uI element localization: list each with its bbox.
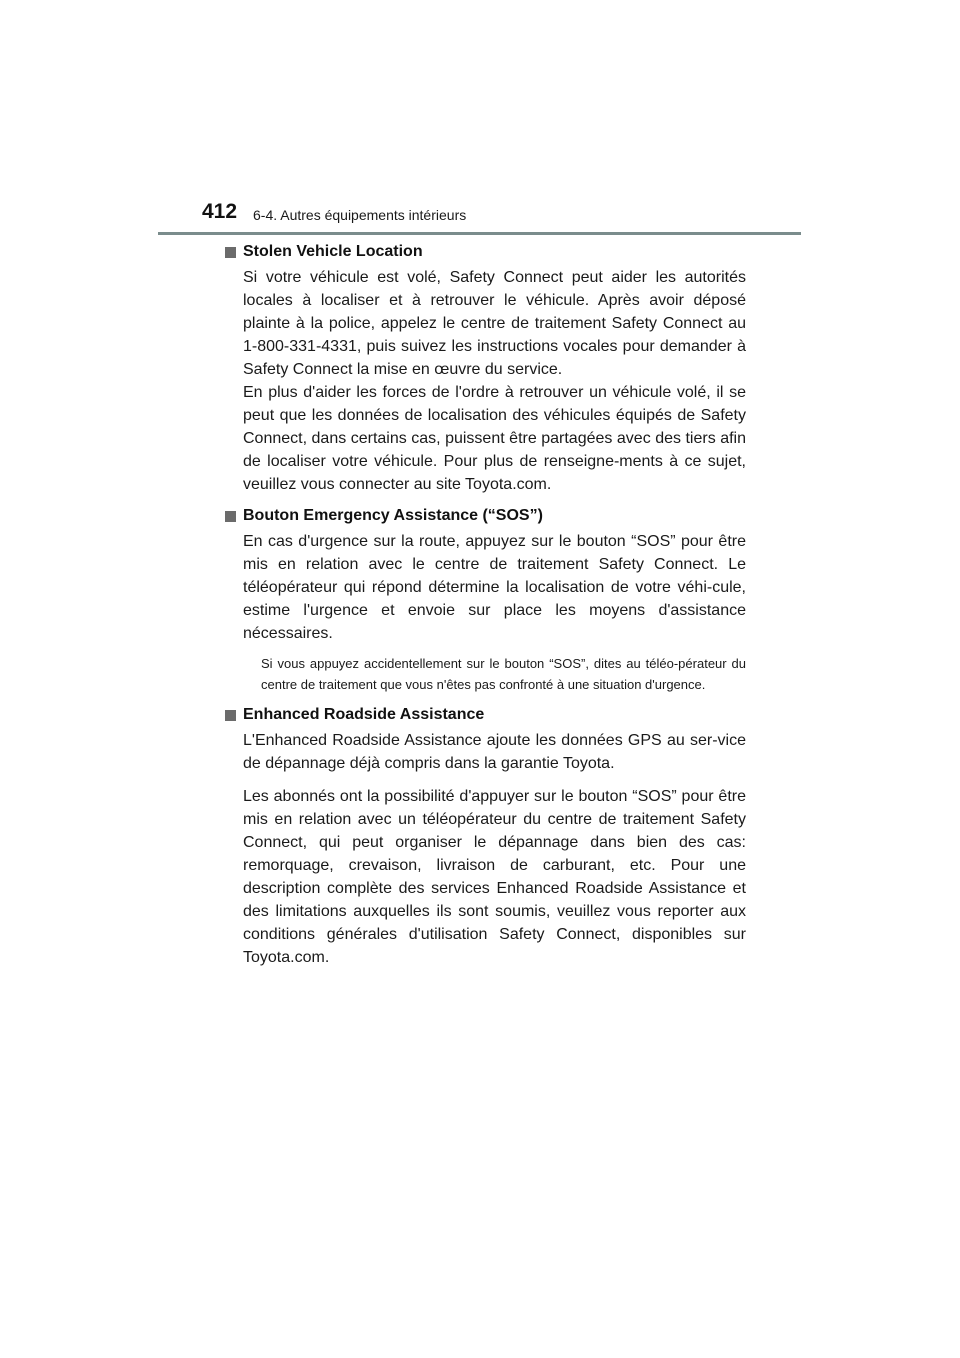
- section-heading-text: Bouton Emergency Assistance (“SOS”): [243, 507, 543, 524]
- header-divider: [158, 232, 801, 235]
- square-bullet-icon: [225, 247, 236, 258]
- paragraph: En cas d'urgence sur la route, appuyez sur le bouton “SOS” pour être mis en relation avec le centre de traitement Safety Connect. Le téléopérateur qui répond détermine la localisation de votre véhi-cule, estime l'urgence et envoie sur place les moyens d'assistance nécessaires.: [243, 533, 746, 642]
- section-stolen-vehicle-location: [224, 241, 746, 496]
- page-content: [224, 241, 746, 969]
- section-title: 6-4. Autres équipements intérieurs: [253, 207, 467, 223]
- paragraph: En plus d'aider les forces de l'ordre à retrouver un véhicule volé, il se peut que les données de localisation des véhicules équipés de Safety Connect, dans certains cas, puissent être partagées avec des tiers afin de localiser votre véhicule. Pour plus de renseigne-ments à ce sujet, veuillez vous connecter au site Toyota.com.: [243, 384, 746, 493]
- section-heading: [224, 241, 746, 263]
- section-heading: [224, 505, 746, 527]
- section-heading-text: Enhanced Roadside Assistance: [243, 706, 485, 723]
- section-enhanced-roadside-assistance: [224, 704, 746, 969]
- square-bullet-icon: [225, 511, 236, 522]
- paragraph: Si votre véhicule est volé, Safety Connect peut aider les autorités locales à localiser et à retrouver le véhicule. Après avoir déposé plainte à la police, appelez le centre de traitement Safety Connect au 1-800-331-4331, puis suivez les instructions vocales pour demander à Safety Connect la mise en œuvre du service.: [243, 269, 746, 378]
- section-emergency-assistance: [224, 505, 746, 695]
- paragraph: Les abonnés ont la possibilité d'appuyer sur le bouton “SOS” pour être mis en relation avec un téléopérateur du centre de traitement Safety Connect, qui peut organiser le dépannage dans bien des cas: remorquage, crevaison, livraison de carburant, etc. Pour une description complète des services Enhanced Roadside Assistance et des limitations auxquelles ils sont soumis, veuillez vous reporter aux conditions générales d'utilisation Safety Connect, disponibles sur Toyota.com.: [243, 788, 746, 966]
- paragraph: L'Enhanced Roadside Assistance ajoute les données GPS au ser-vice de dépannage déjà compris dans la garantie Toyota.: [243, 732, 746, 772]
- section-heading-text: Stolen Vehicle Location: [243, 243, 423, 260]
- square-bullet-icon: [225, 710, 236, 721]
- page-header: [0, 0, 960, 240]
- section-heading: [224, 704, 746, 726]
- note-paragraph: Si vous appuyez accidentellement sur le bouton “SOS”, dites au téléo-pérateur du centre de traitement que vous n'êtes pas confronté à une situation d'urgence.: [261, 656, 746, 692]
- page-number: 412: [202, 200, 238, 223]
